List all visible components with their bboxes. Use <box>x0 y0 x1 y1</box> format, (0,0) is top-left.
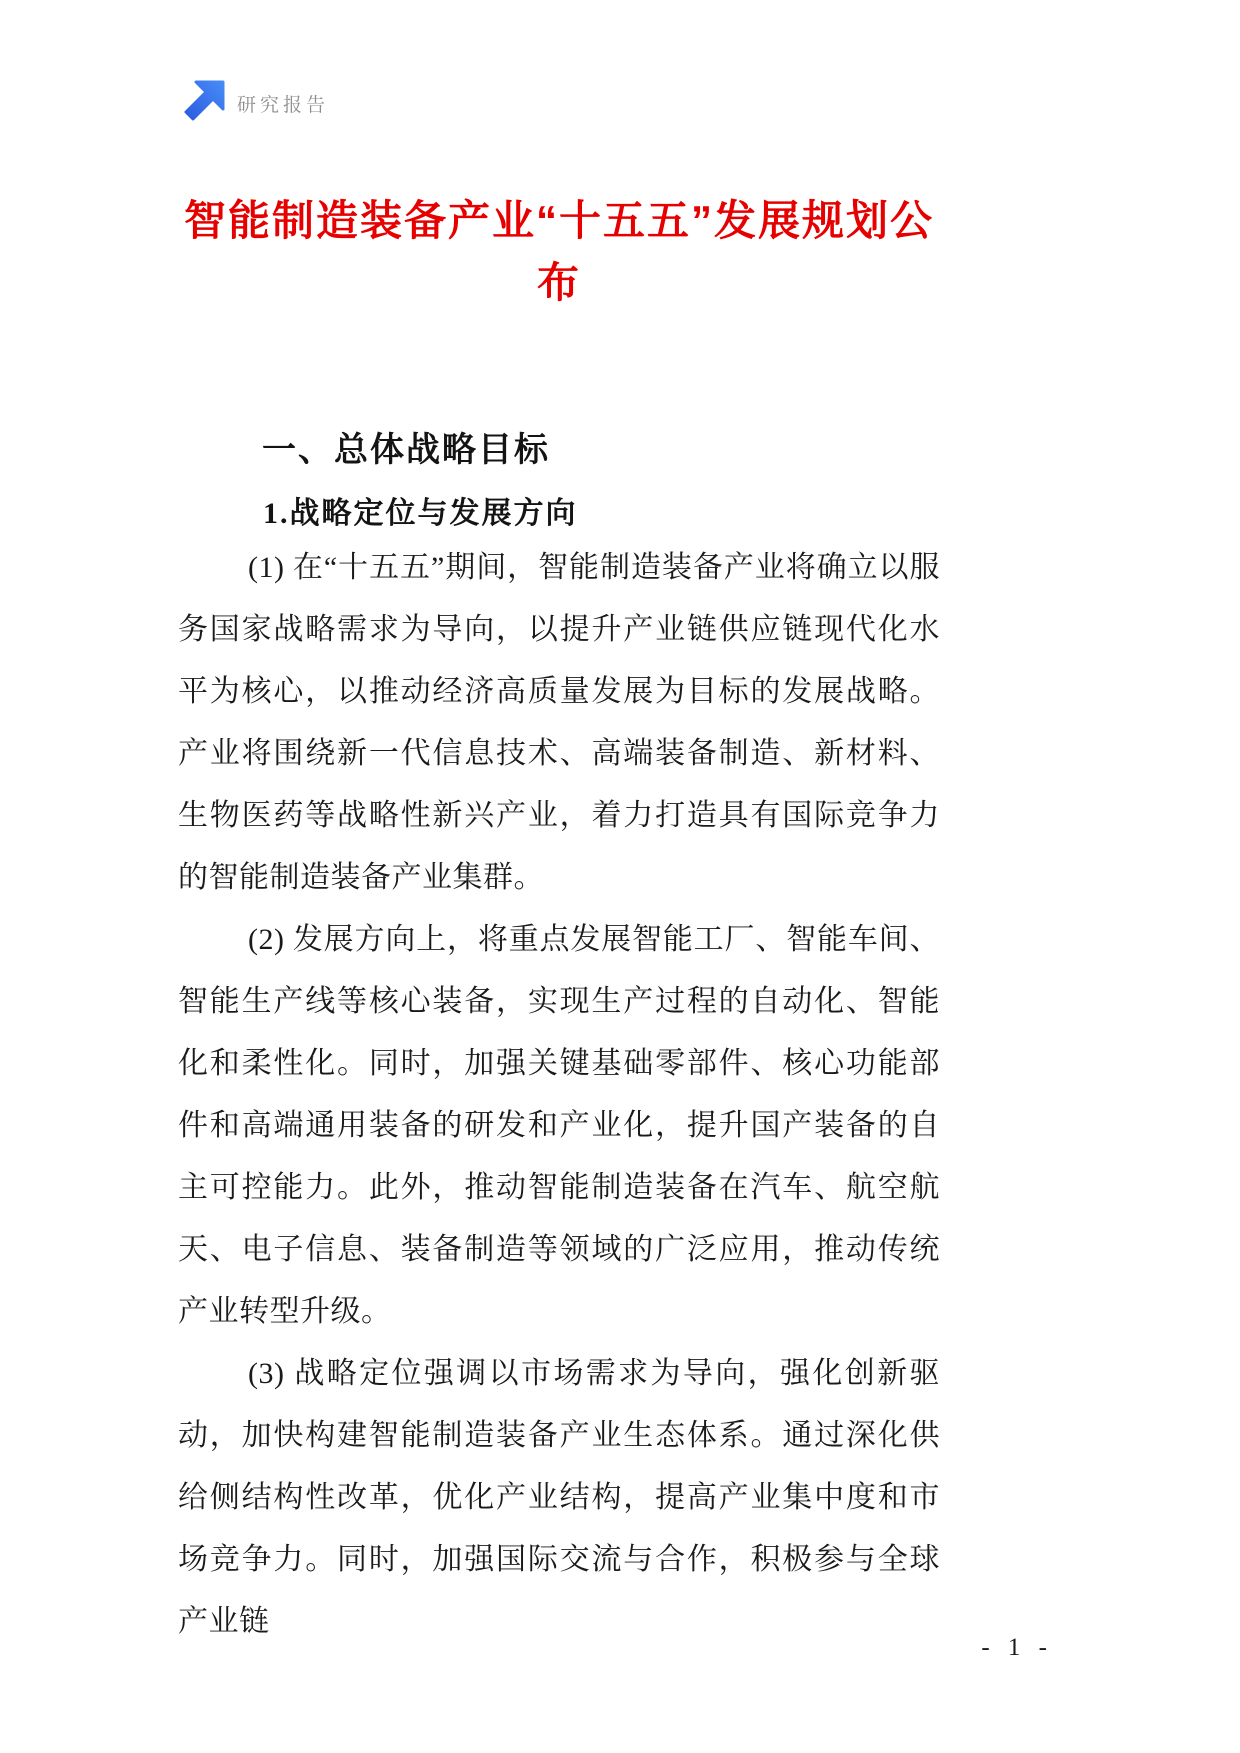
document-title-line-2: 布 <box>536 259 581 306</box>
section-heading: 一、总体战略目标 <box>262 431 550 469</box>
page-number: - 1 - <box>981 1634 1053 1661</box>
paragraph-3: (3) 战略定位强调以市场需求为导向，强化创新驱动，加快构建智能制造装备产业生态体系。通过深化供给侧结构性改革，优化产业结构，提高产业集中度和市场竞争力。同时，加强国际交流与合作，积极参与全球产业链 <box>178 1357 940 1638</box>
arrow-up-right-icon <box>181 80 225 126</box>
brand <box>181 80 329 126</box>
body-text <box>178 537 940 1653</box>
brand-label: 研究报告 <box>237 94 330 116</box>
paragraph-2: (2) 发展方向上，将重点发展智能工厂、智能车间、智能生产线等核心装备，实现生产过程的自动化、智能化和柔性化。同时，加强关键基础零部件、核心功能部件和高端通用装备的研发和产业化，提升国产装备的自主可控能力。此外，推动智能制造装备在汽车、航空航天、电子信息、装备制造等领域的广泛应用，推动传统产业转型升级。 <box>178 923 940 1328</box>
sub-heading: 1.战略定位与发展方向 <box>263 497 578 530</box>
paragraph-1: (1) 在“十五五”期间，智能制造装备产业将确立以服务国家战略需求为导向，以提升产业链供应链现代化水平为核心，以推动经济高质量发展为目标的发展战略。产业将围绕新一代信息技术、高端装备制造、新材料、生物医药等战略性新兴产业，着力打造具有国际竞争力的智能制造装备产业集群。 <box>178 551 940 894</box>
document-title-line-1: 智能制造装备产业“十五五”发展规划公 <box>183 197 934 244</box>
document-title <box>178 190 940 314</box>
